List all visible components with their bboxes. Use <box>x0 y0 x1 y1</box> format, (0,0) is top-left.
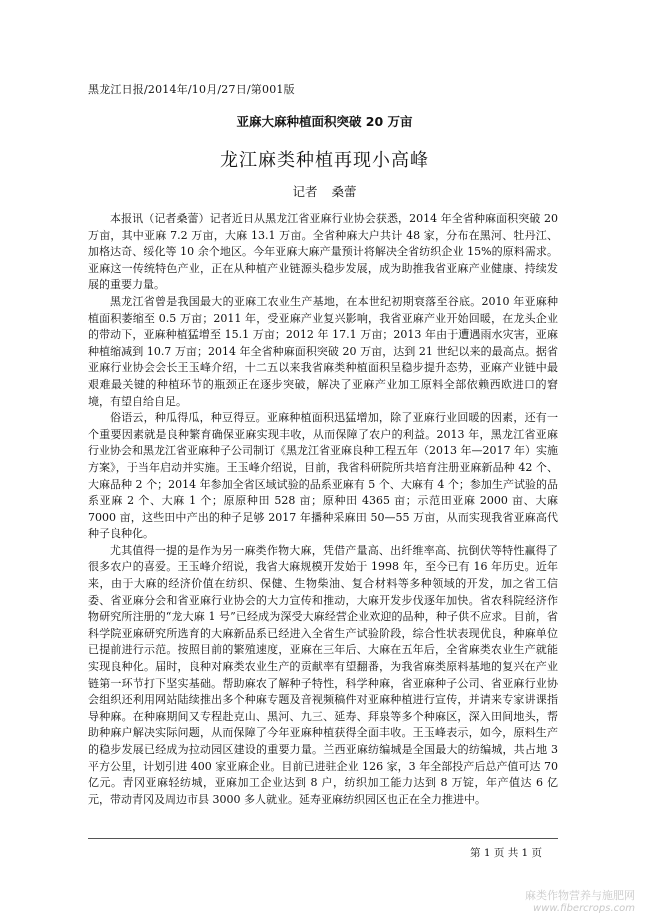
paragraph: 本报讯（记者桑蕾）记者近日从黑龙江省亚麻行业协会获悉，2014 年全省种麻面积突破 20 万亩，其中亚麻 7.2 万亩，大麻 13.1 万亩。全省种麻大户共计 48 家，分布在黑河、牡丹江、加格达奇、绥化等 10 余个地区。今年亚麻大麻产量预计将解决全省纺织企业 15%的原料需求。亚麻这一传统特色产业，正在从种植产业链源头稳步发展，成为助推我省亚麻产业健康、持续发展的重要力量。 <box>88 212 558 292</box>
source-line: 黑龙江日报/2014年/10月/27日/第001版 <box>88 83 295 96</box>
watermark <box>525 889 635 915</box>
watermark-text: 麻类作物营养与施肥网 <box>525 889 635 902</box>
byline: 记者 桑蕾 <box>292 184 357 199</box>
paragraph: 俗语云，种瓜得瓜，种豆得豆。亚麻种植面积迅猛增加，除了亚麻行业回暖的因素，还有一个重要因素就是良种繁育确保亚麻实现丰收，从而保障了农户的利益。2013 年，黑龙江省亚麻行业协会和黑龙江省亚麻种子公司制订《黑龙江省亚麻良种工程五年（2013 年—2017 年）实施方案》，于当年启动并实施。王玉峰介绍说，目前，我省科研院所共培育注册亚麻新品种 42 个、大麻品种 2 个；2014 年参加全省区域试验的品系亚麻有 5 个、大麻有 4 个；参加生产试验的品系亚麻 2 个、大麻 1 个；原原种田 528 亩；原种田 4365 亩；示范田亚麻 2000 亩、大麻 7000 亩，这些田中产出的种子足够 2017 年播种采麻田 50—55 万亩，从而实现我省亚麻高代种子良种化。 <box>88 411 558 541</box>
page-number: 第 1 页 共 1 页 <box>470 847 543 859</box>
article-title: 龙江麻类种植再现小高峰 <box>220 150 429 171</box>
watermark-url: www.fibercrops.com <box>533 903 635 914</box>
paragraph: 黑龙江省曾是我国最大的亚麻工农业生产基地，在本世纪初期衰落至谷底。2010 年亚麻种植面积萎缩至 0.5 万亩；2011 年，受亚麻产业复兴影响，我省亚麻产业开始回暖，在龙头企业的带动下，亚麻种植猛增至 15.1 万亩；2012 年 17.1 万亩；2013 年由于遭遇雨水灾害，亚麻种植缩减到 10.7 万亩；2014 年全省种麻面积突破 20 万亩，达到 21 世纪以来的最高点。据省亚麻行业协会会长王玉峰介绍，十二五以来我省麻类种植面积呈稳步提升态势，亚麻产业链中最艰难最关键的种植环节的瓶颈正在逐步突破，解决了亚麻产业加工原料全部依赖西欧进口的窘境，有望自给自足。 <box>88 294 558 408</box>
paragraph: 尤其值得一提的是作为另一麻类作物大麻，凭借产量高、出纤维率高、抗倒伏等特性赢得了很多农户的喜爱。王玉峰介绍说，我省大麻规模开发始于 1998 年，至今已有 16 年历史。近年来，由于大麻的经济价值在纺织、保健、生物柴油、复合材料等多种领域的开发，加之省工信委、省亚麻分会和省亚麻行业协会的大力宣传和推动，大麻开发步伐逐年加快。省农科院经济作物研究所注册的“龙大麻 1 号”已经成为深受大麻经营企业欢迎的品种，种子供不应求。目前，省科学院亚麻研究所选育的大麻新品系已经进入全省生产试验阶段，综合性状表现优良，种麻单位已提前进行示范。按照目前的繁殖速度，亚麻在三年后、大麻在五年后，全省麻类农业生产就能实现良种化。届时，良种对麻类农业生产的贡献率有望翻番，为我省麻类原料基地的复兴在产业链第一环节打下坚实基础。帮助麻农了解种子特性，科学种麻，省亚麻种子公司、省亚麻行业协会组织还利用网站陆续推出多个种麻专题及音视频稿件对亚麻种植进行宣传，并请来专家讲课指导种麻。在种麻期间又专程赴克山、黑河、九三、延寿、拜泉等多个种麻区，深入田间地头，帮助种麻户解决实际问题，从而保障了今年亚麻种植获得全面丰收。王玉峰表示，如今，原料生产的稳步发展已经成为拉动园区建设的重要力量。兰西亚麻纺编城是全国最大的纺编城，共占地 3 平方公里，计划引进 400 家亚麻企业。目前已进驻企业 126 家，3 年全部投产后总产值可达 70 亿元。青冈亚麻轻纺城，亚麻加工企业达到 8 户，纺织加工能力达到 8 万锭，年产值达 6 亿元，带动青冈及周边市县 3000 多人就业。延寿亚麻纺织园区也正在全力推进中。 <box>88 543 558 806</box>
article-body <box>88 211 558 808</box>
footer-divider <box>88 838 558 839</box>
headline: 亚麻大麻种植面积突破 20 万亩 <box>236 114 413 129</box>
